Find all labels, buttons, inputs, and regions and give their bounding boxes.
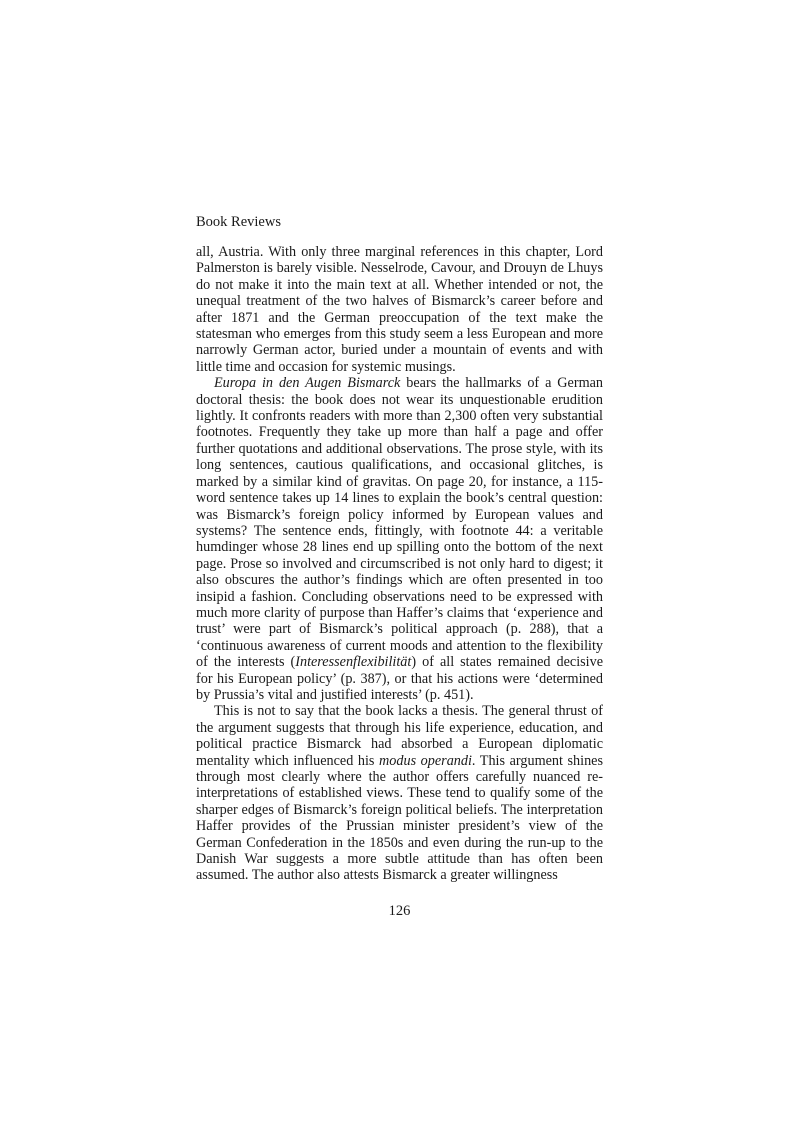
paragraph-3-text-b: . This argument shines through most clearly where the author offers carefully nuanced reinterpretations of established views. These tend to qualify some of the sharper edges of Bismarck’s foreign political beliefs. The interpretation Haffer provides of the Prussian minister president’s view of the German Confederation in the 1850s and even during the run-up to the Danish War suggests a more subtle attitude than has often been assumed. The author also attests Bismarck a greater willingness xyxy=(196,752,603,884)
paragraph-1-text: all, Austria. With only three marginal references in this chapter, Lord Palmerston is barely visible. Nesselrode, Cavour, and Drouyn de Lhuys do not make it into the main text at all. Whether intended or not, the unequal treatment of the two halves of Bismarck’s career before and after 1871 and the German preoccupation of the text make the statesman who emerges from this study seem a less European and more narrowly German actor, buried under a mountain of events and with little time and occasion for systemic musings. xyxy=(196,244,603,375)
paragraph-3 xyxy=(196,703,603,883)
paragraph-1 xyxy=(196,244,603,375)
latin-term: modus operandi xyxy=(379,752,472,769)
paragraph-2-text-b: ) of all states remained decisive for his European policy’ (p. 387), or that his actions were ‘determined by Prussia’s vital and justified interests’ (p. 451). xyxy=(196,654,604,703)
book-title: Europa in den Augen Bismarck xyxy=(214,375,401,392)
running-head: Book Reviews xyxy=(196,214,281,230)
paragraph-2 xyxy=(196,375,603,703)
page-number: 126 xyxy=(388,903,411,919)
review-body xyxy=(196,244,603,884)
german-term: Interessenflexibilität xyxy=(295,654,412,671)
paragraph-3-text-a: This is not to say that the book lacks a thesis. The general thrust of the argument suggests that through his life experience, education, and political practice Bismarck had absorbed a European diplomatic mentality which influenced his xyxy=(196,703,603,769)
paragraph-2-text-a: bears the hallmarks of a German doctoral thesis: the book does not wear its unquestionable erudition lightly. It confronts readers with more than 2,300 often very substantial footnotes. Frequently they take up more than half a page and offer further quotations and additional observations. The prose style, with its long sentences, cautious qualifications, and occasional glitches, is marked by a similar kind of gravitas. On page 20, for instance, a 115-word sentence takes up 14 lines to explain the book’s central question: was Bismarck’s foreign policy informed by European values and systems? The sentence ends, fittingly, with footnote 44: a veritable humdinger whose 28 lines end up spilling onto the bottom of the next page. Prose so involved and circumscribed is not only hard to digest; it also obscures the author’s findings which are often presented in too insipid a fashion. Concluding observations need to be expressed with much more clarity of purpose than Haffer’s claims that ‘experience and trust’ were part of Bismarck’s political approach (p. 288), that a ‘continuous awareness of current moods and attention to the flexibility of the interests ( xyxy=(196,375,603,671)
